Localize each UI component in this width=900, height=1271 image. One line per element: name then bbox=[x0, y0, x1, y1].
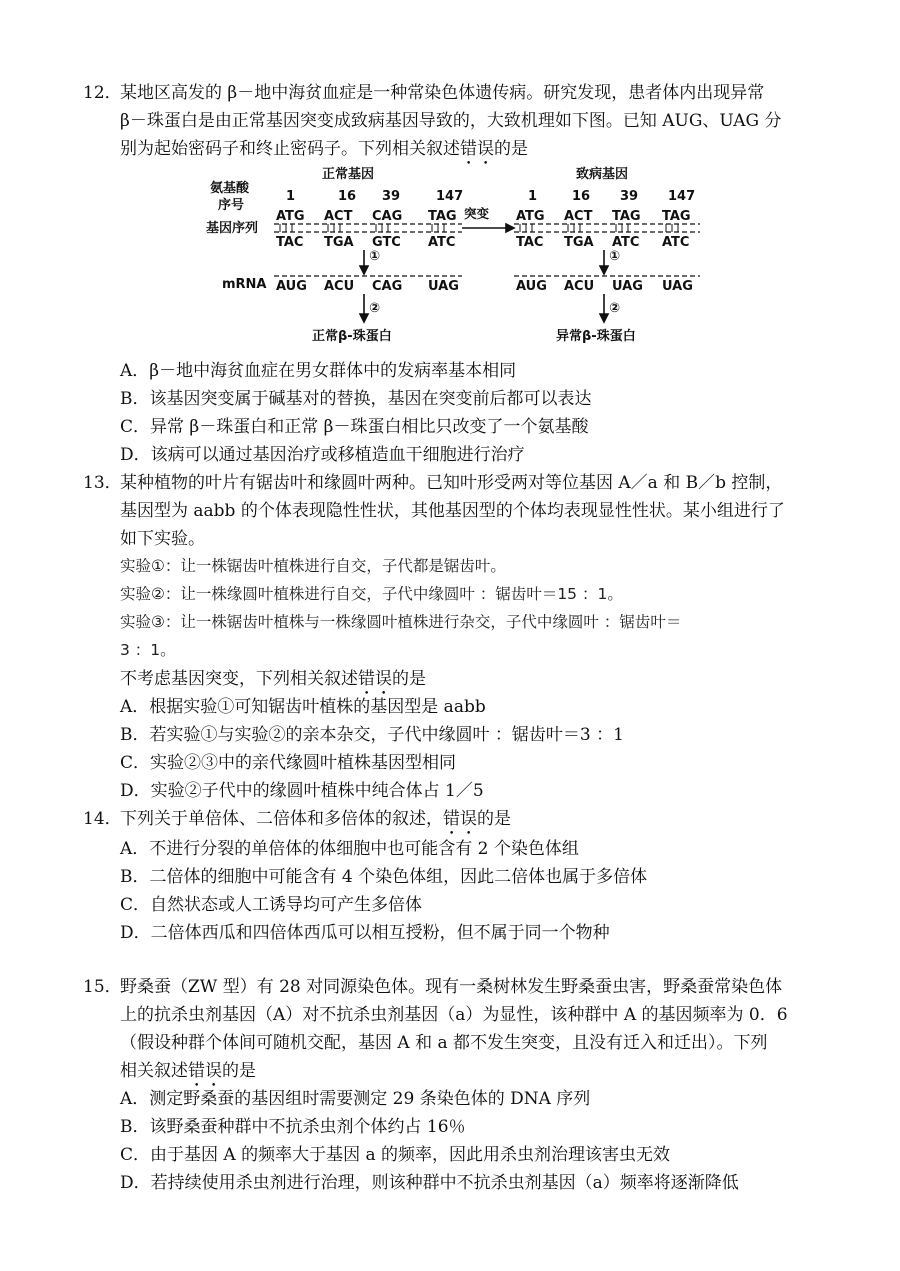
codon: CAG bbox=[372, 209, 403, 224]
codon: ATG bbox=[516, 209, 545, 224]
mutation-arrow bbox=[462, 224, 514, 232]
experiment-line: 3 ：1。 bbox=[120, 641, 176, 659]
option-b[interactable]: B．二倍体的细胞中可能含有 4 个染色体组，因此二倍体也属于多倍体 bbox=[120, 867, 648, 887]
position-label: 1 bbox=[528, 189, 538, 204]
emphasis-word: 错误 bbox=[460, 139, 494, 159]
codon: UAG bbox=[662, 279, 693, 294]
codon: ATC bbox=[612, 235, 640, 250]
codon: AUG bbox=[276, 279, 307, 294]
position-label: 1 bbox=[286, 189, 296, 204]
codon: ACU bbox=[324, 279, 355, 294]
emphasis-word: 错误 bbox=[358, 669, 392, 689]
codon: UAG bbox=[428, 279, 459, 294]
option-d[interactable]: D．该病可以通过基因治疗或移植造血干细胞进行治疗 bbox=[120, 445, 525, 465]
label-amino-acid: 氨基酸 bbox=[210, 181, 250, 196]
option-b[interactable]: B．该基因突变属于碱基对的替换，基因在突变前后都可以表达 bbox=[120, 389, 592, 409]
stem-line: 野桑蚕（ZW 型）有 28 对同源染色体。现有一桑树林发生野桑蚕虫害，野桑蚕常染色体 bbox=[120, 977, 783, 997]
stem-line: 别为起始密码子和终止密码子。下列相关叙述错误的是 bbox=[120, 139, 528, 159]
option-c[interactable]: C．自然状态或人工诱导均可产生多倍体 bbox=[120, 895, 423, 915]
codon: ACT bbox=[564, 209, 593, 224]
stem-line: 基因型为 aabb 的个体表现隐性性状，其他基因型的个体均表现显性性状。某小组进行了 bbox=[120, 501, 785, 521]
stem-line: 某地区高发的 β－地中海贫血症是一种常染色体遗传病。研究发现，患者体内出现异常 bbox=[120, 83, 765, 103]
option-b[interactable]: B．若实验①与实验②的亲本杂交，子代中缘圆叶 ：锯齿叶＝3 ：1 bbox=[120, 725, 624, 745]
question-number: 12． bbox=[83, 83, 122, 103]
mutation-mechanism-figure bbox=[200, 164, 720, 350]
codon: ACT bbox=[324, 209, 353, 224]
mutation-label: 突变 bbox=[464, 206, 490, 221]
position-label: 16 bbox=[338, 189, 357, 204]
option-a[interactable]: A．根据实验①可知锯齿叶植株的基因型是 aabb bbox=[120, 697, 486, 717]
question-number: 13． bbox=[83, 473, 122, 493]
stem-line: 如下实验。 bbox=[120, 529, 205, 549]
codon: TAG bbox=[428, 209, 457, 224]
step-marker: ① bbox=[369, 249, 381, 264]
question-number: 14． bbox=[83, 809, 122, 829]
position-label: 39 bbox=[382, 189, 401, 204]
normal-gene-title: 正常基因 bbox=[322, 167, 375, 182]
codon: ATG bbox=[276, 209, 305, 224]
codon: TAG bbox=[612, 209, 641, 224]
codon: ATC bbox=[662, 235, 690, 250]
codon: TAC bbox=[516, 235, 544, 250]
option-a[interactable]: A．不进行分裂的单倍体的体细胞中也可能含有 2 个染色体组 bbox=[120, 839, 579, 859]
option-c[interactable]: C．由于基因 A 的频率大于基因 a 的频率，因此用杀虫剂治理该害虫无效 bbox=[120, 1145, 671, 1165]
position-label: 147 bbox=[668, 189, 696, 204]
codon: TGA bbox=[324, 235, 354, 250]
position-label: 16 bbox=[572, 189, 591, 204]
step-marker: ② bbox=[609, 301, 621, 316]
option-a[interactable]: A．测定野桑蚕的基因组时需要测定 29 条染色体的 DNA 序列 bbox=[120, 1089, 591, 1109]
option-c[interactable]: C．实验②③中的亲代缘圆叶植株基因型相同 bbox=[120, 753, 457, 773]
stem-line: （假设种群个体间可随机交配，基因 A 和 a 都不发生突变，且没有迁入和迁出）。下列 bbox=[120, 1033, 768, 1053]
stem-line: 某种植物的叶片有锯齿叶和缘圆叶两种。已知叶形受两对等位基因 A／a 和 B／b 控制， bbox=[120, 473, 783, 493]
step-marker: ① bbox=[609, 249, 621, 264]
disease-gene-title: 致病基因 bbox=[576, 167, 629, 182]
stem-line: 上的抗杀虫剂基因（A）对不抗杀虫剂基因（a）为显性，该种群中 A 的基因频率为 0．6 bbox=[120, 1005, 788, 1025]
codon: ATC bbox=[428, 235, 456, 250]
question-number: 15． bbox=[83, 977, 122, 997]
codon: UAG bbox=[612, 279, 643, 294]
codon: ACU bbox=[564, 279, 595, 294]
normal-protein-label: 正常β-珠蛋白 bbox=[312, 329, 392, 344]
stem-line: 下列关于单倍体、二倍体和多倍体的叙述，错误的是 bbox=[120, 809, 511, 829]
emphasis-word: 错误 bbox=[443, 809, 477, 829]
experiment-line: 实验③：让一株锯齿叶植株与一株缘圆叶植株进行杂交，子代中缘圆叶 ：锯齿叶＝ bbox=[120, 613, 682, 631]
label-mrna: mRNA bbox=[222, 277, 267, 292]
codon: TGA bbox=[564, 235, 594, 250]
stem-line: 相关叙述错误的是 bbox=[120, 1061, 256, 1081]
codon: GTC bbox=[372, 235, 401, 250]
experiment-line: 实验①：让一株锯齿叶植株进行自交，子代都是锯齿叶。 bbox=[120, 557, 506, 575]
option-b[interactable]: B．该野桑蚕种群中不抗杀虫剂个体约占 16％ bbox=[120, 1117, 466, 1137]
position-label: 39 bbox=[620, 189, 639, 204]
option-d[interactable]: D．实验②子代中的缘圆叶植株中纯合体占 1／5 bbox=[120, 781, 484, 801]
label-sequence-number: 序号 bbox=[218, 198, 245, 213]
step-marker: ② bbox=[369, 301, 381, 316]
stem-line: β－珠蛋白是由正常基因突变成致病基因导致的，大致机理如下图。已知 AUG、UAG 分 bbox=[120, 111, 782, 131]
position-label: 147 bbox=[436, 189, 464, 204]
stem-line: 不考虑基因突变，下列相关叙述错误的是 bbox=[120, 669, 426, 689]
label-gene-sequence: 基因序列 bbox=[206, 221, 259, 236]
experiment-line: 实验②：让一株缘圆叶植株进行自交，子代中缘圆叶 ：锯齿叶＝15 ：1。 bbox=[120, 585, 623, 603]
abnormal-protein-label: 异常β-珠蛋白 bbox=[556, 329, 636, 344]
emphasis-word: 错误 bbox=[188, 1061, 222, 1081]
option-c[interactable]: C．异常 β－珠蛋白和正常 β－珠蛋白相比只改变了一个氨基酸 bbox=[120, 417, 589, 437]
codon: TAC bbox=[276, 235, 304, 250]
codon: TAG bbox=[662, 209, 691, 224]
option-a[interactable]: A．β－地中海贫血症在男女群体中的发病率基本相同 bbox=[120, 361, 517, 381]
option-d[interactable]: D．二倍体西瓜和四倍体西瓜可以相互授粉，但不属于同一个物种 bbox=[120, 923, 610, 943]
codon: CAG bbox=[372, 279, 403, 294]
option-d[interactable]: D．若持续使用杀虫剂进行治理，则该种群中不抗杀虫剂基因（a）频率将逐渐降低 bbox=[120, 1173, 739, 1193]
codon: AUG bbox=[516, 279, 547, 294]
